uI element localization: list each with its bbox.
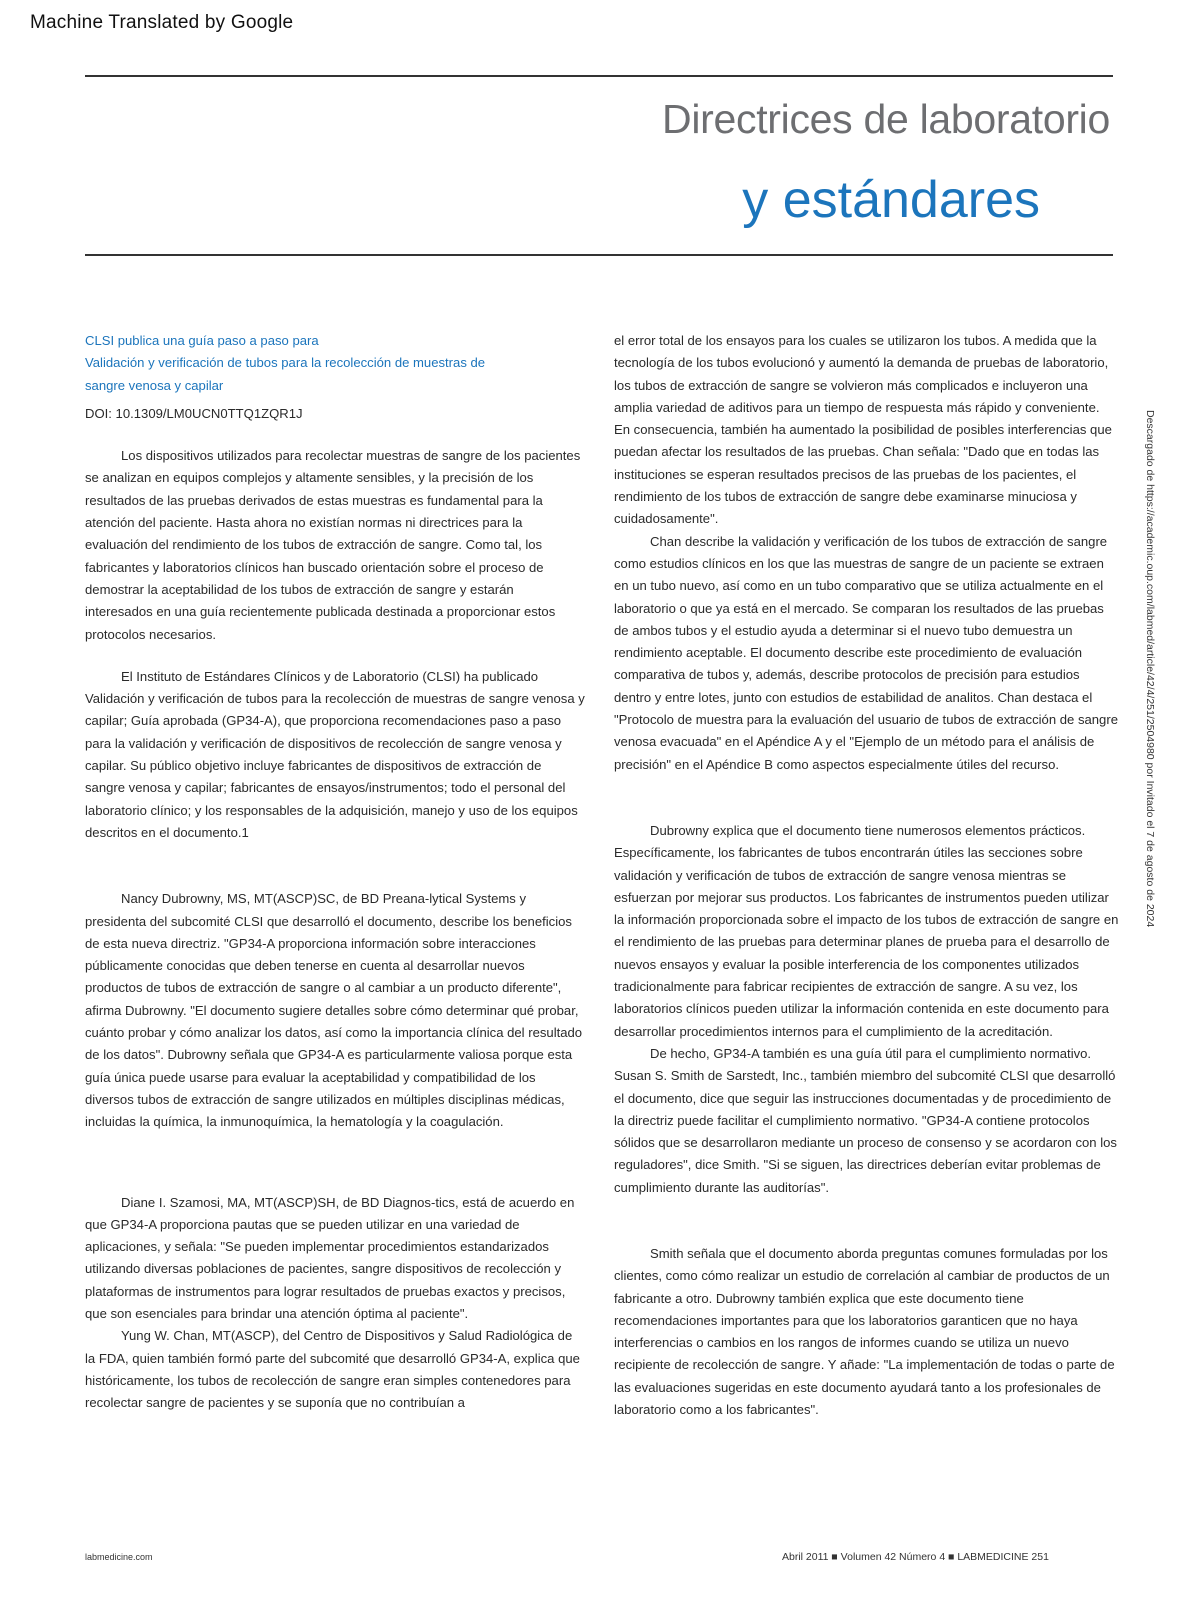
header-top-rule xyxy=(85,75,1113,77)
footer-issue-info: Abril 2011 ■ Volumen 42 Número 4 ■ LABMEDICINE 251 xyxy=(782,1551,1049,1563)
paragraph-szamosi: Diane I. Szamosi, MA, MT(ASCP)SH, de BD Diagnos-tics, está de acuerdo en que GP34-A proporciona pautas que se pueden utilizar en una variedad de aplicaciones, y señala: "Se pueden implementar procedimientos estandarizados utilizando diversas poblaciones de pacientes, sangre dispositivos de recolección y plataformas de instrumentos para lograr resultados de pruebas exactos y precisos, que son esenciales para brindar una atención óptima al paciente". xyxy=(85,1194,575,1321)
paragraph-common-questions: Smith señala que el documento aborda preguntas comunes formuladas por los clientes, como cómo realizar un estudio de correlación al cambiar de productos de un fabricante a otro. Dubrowny también explica que este documento tiene recomendaciones importantes para que los laboratorios garanticen que no haya interferencias o cambios en los rangos de informes cuando se utiliza un nuevo recipiente de recolección de sangre. Y añade: "La implementación de todas o parte de las evaluaciones sugeridas en este documento ayudará tanto a los profesionales de laboratorio como a los fabricantes". xyxy=(614,1245,1115,1418)
section-title-line-2: y estándares xyxy=(742,171,1040,229)
paragraph-chan-intro: Yung W. Chan, MT(ASCP), del Centro de Dispositivos y Salud Radiológica de la FDA, quien también formó parte del subcomité que desarrolló GP34-A, explica que históricamente, los tubos de recolección de sangre eran simples contenedores para recolectar sangre de pacientes y se suponía que no contribuían a xyxy=(85,1328,580,1411)
section-title-line-1: Directrices de laboratorio xyxy=(662,96,1110,142)
paragraph-dubrowny: Nancy Dubrowny, MS, MT(ASCP)SC, de BD Preana-lytical Systems y presidenta del subcomité CLSI que desarrolló el documento, describe los beneficios de esta nueva directriz. "GP34-A proporciona información sobre interacciones públicamente conocidas que deben tenerse en cuenta al desarrollar nuevos productos de tubos de extracción de sangre o al cambiar a un producto diferente", afirma Dubrowny. "El documento sugiere detalles sobre cómo determinar qué probar, cuánto probar y cómo analizar los datos, así como la importancia clínica del resultado de los datos". Dubrowny señala que GP34-A es particularmente valiosa porque esta guía única puede usarse para evaluar la aceptabilidad y compatibilidad de los diversos tubos de extracción de sangre utilizados en múltiples disciplinas médicas, incluidas la química, la inmunoquímica, la hematología y la coagulación. xyxy=(85,891,583,1130)
left-column xyxy=(85,330,585,1414)
paragraph-practical-elements: Dubrowny explica que el documento tiene numerosos elementos prácticos. Específicamente, los fabricantes de tubos encontrarán útiles las secciones sobre validación y verificación de tubos de extracción de sangre venosa mientras se esfuerzan por mejorar sus productos. Los fabricantes de instrumentos pueden utilizar la información proporcionada sobre el impacto de los tubos de extracción de sangre en el rendimiento de las pruebas para determinar planes de prueba para el desarrollo de nuevos ensayos y evaluar la posible interferencia de los componentes utilizados tradicionalmente para fabricar recipientes de extracción de sangre. A su vez, los laboratorios clínicos pueden utilizar la información contenida en este documento para desarrollar procedimientos internos para el cumplimiento de la acreditación. xyxy=(614,822,1119,1039)
right-column xyxy=(614,330,1119,1421)
paragraph-intro: Los dispositivos utilizados para recolectar muestras de sangre de los pacientes se analizan en equipos complejos y altamente sensibles, y la precisión de los resultados de las pruebas derivados de estas muestras es fundamental para la atención del paciente. Hasta ahora no existían normas ni directrices para la evaluación del rendimiento de los tubos de extracción de sangre. Como tal, los fabricantes y laboratorios clínicos han buscado orientación sobre el proceso de demostrar la aceptabilidad de los tubos de extracción de sangre y estarán interesados en una guía recientemente publicada destinada a proporcionar estos protocolos necesarios. xyxy=(85,448,581,642)
paragraph-regulatory: De hecho, GP34-A también es una guía útil para el cumplimiento normativo. Susan S. Smith de Sarstedt, Inc., también miembro del subcomité CLSI que desarrolló el documento, dice que seguir las instrucciones documentadas y de procedimiento de la directriz puede facilitar el cumplimiento normativo. "GP34-A contiene protocolos sólidos que se desarrollaron mediante un proceso de consenso y se acordaron con los reguladores", dice Smith. "Si se siguen, las directrices deberían evitar problemas de cumplimiento durante las auditorías". xyxy=(614,1045,1117,1195)
article-heading-line-3: sangre venosa y capilar xyxy=(85,377,224,393)
paragraph-chan-validation: Chan describe la validación y verificación de los tubos de extracción de sangre como estudios clínicos en los que las muestras de sangre de un paciente se extraen en un tubo nuevo, así como en un tubo comparativo que se utiliza actualmente en el laboratorio o que ya está en el mercado. Se comparan los resultados de las pruebas de ambos tubos y el estudio ayuda a determinar si el nuevo tubo demuestra un rendimiento aceptable. El documento describe este procedimiento de evaluación comparativa de tubos y, además, describe protocolos de precisión para estudios dentro y entre lotes, junto con estudios de estabilidad de analitos. Chan destaca el "Protocolo de muestra para la evaluación del usuario de tubos de extracción de sangre venosa evacuada" en el Apéndice A y el "Ejemplo de un método para el análisis de precisión" en el Apéndice B como aspectos especialmente útiles del recurso. xyxy=(614,533,1118,772)
paragraph-chan-continued: el error total de los ensayos para los cuales se utilizaron los tubos. A medida que la tecnología de los tubos evolucionó y aumentó la demanda de pruebas de laboratorio, los tubos de extracción de sangre se volvieron más complicados e incluyeron una amplia variedad de aditivos para un tiempo de respuesta más rápido y conveniente. En consecuencia, también ha aumentado la posibilidad de posibles interferencias que puedan afectar los resultados de las pruebas. Chan señala: "Dado que en todas las instituciones se esperan resultados precisos de las pruebas de los pacientes, el rendimiento de los tubos de extracción de sangre debe examinarse minuciosa y cuidadosamente". xyxy=(614,333,1112,527)
download-side-note: Descargado de https://academic.oup.com/labmed/article/42/4/251/2504980 por Invitado el 7 de agosto de 2024 xyxy=(1144,410,1156,928)
header-bottom-rule xyxy=(85,254,1113,256)
footer-website: labmedicine.com xyxy=(85,1552,153,1562)
article-heading-line-2: Validación y verificación de tubos para la recolección de muestras de xyxy=(85,355,486,371)
article-heading-line-1: CLSI publica una guía paso a paso para xyxy=(85,333,319,348)
machine-translated-watermark: Machine Translated by Google xyxy=(30,12,294,33)
article-doi: DOI: 10.1309/LM0UCN0TTQ1ZQR1J xyxy=(85,405,303,421)
paragraph-clsi: El Instituto de Estándares Clínicos y de Laboratorio (CLSI) ha publicado Validación y verificación de tubos para la recolección de muestras de sangre venosa y capilar; Guía aprobada (GP34-A), que proporciona recomendaciones paso a paso para la validación y verificación de dispositivos de recolección de sangre venosa y capilar. Su público objetivo incluye fabricantes de dispositivos de extracción de sangre venosa y capilar; fabricantes de ensayos/instrumentos; todo el personal del laboratorio clínico; y los responsables de la adquisición, manejo y uso de los equipos descritos en el documento.1 xyxy=(85,668,585,840)
